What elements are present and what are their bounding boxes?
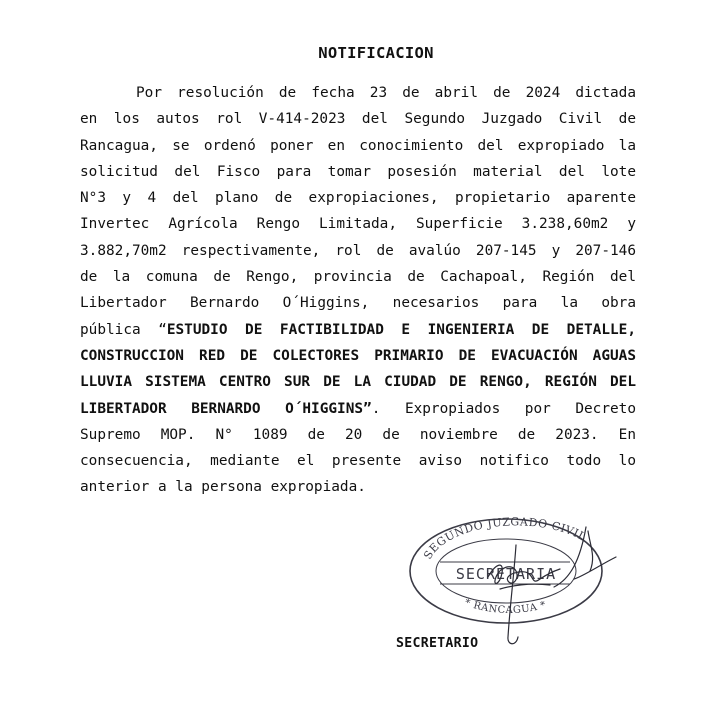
signature-scribble <box>488 527 616 644</box>
signer-title: SECRETARIO <box>396 636 479 651</box>
paragraph-line <box>80 264 636 290</box>
paragraph-line <box>80 422 636 448</box>
paragraph-line <box>80 133 636 159</box>
text-segment: Por resolución de fecha 23 de abril de 2024 dictada <box>136 85 636 101</box>
text-segment: consecuencia, mediante el presente aviso notifico todo lo <box>80 453 636 470</box>
text-segment: solicitud del Fisco para tomar posesión material del lote <box>80 163 636 180</box>
bold-text: CONSTRUCCION RED DE COLECTORES PRIMARIO DE EVACUACIÓN AGUAS <box>80 347 636 364</box>
paragraph-line <box>80 211 636 237</box>
text-segment: Supremo MOP. N° 1089 de 20 de noviembre de 2023. En <box>80 426 636 443</box>
paragraph-line <box>80 238 636 264</box>
paragraph-line <box>80 80 636 106</box>
stamp-center-text: SECRETARIA <box>455 565 557 583</box>
stamp-bottom-text: * RANCAGUA * <box>463 597 548 617</box>
paragraph-line <box>80 369 636 395</box>
paragraph-line <box>80 106 636 132</box>
bold-text: LIBERTADOR BERNARDO O´HIGGINS” <box>80 400 372 417</box>
paragraph-line <box>80 448 636 474</box>
text-segment: pública “ <box>80 321 167 338</box>
text-segment: en los autos rol V-414-2023 del Segundo Juzgado Civil de <box>80 111 636 128</box>
bold-text: ESTUDIO DE FACTIBILIDAD E INGENIERIA DE DETALLE, <box>166 321 636 338</box>
court-stamp <box>404 505 634 655</box>
text-segment: Invertec Agrícola Rengo Limitada, Superficie 3.238,60m2 y <box>80 216 636 233</box>
text-segment: anterior a la persona expropiada. <box>80 479 366 496</box>
text-segment: 3.882,70m2 respectivamente, rol de avalúo 207-145 y 207-146 <box>80 242 636 259</box>
paragraph-line <box>80 290 636 316</box>
text-segment: de la comuna de Rengo, provincia de Cachapoal, Región del <box>80 269 636 286</box>
notification-paragraph <box>80 80 636 501</box>
stamp-top-text: SEGUNDO JUZGADO CIVIL <box>421 515 589 562</box>
text-segment: Rancagua, se ordenó poner en conocimiento del expropiado la <box>80 137 636 154</box>
document-title: NOTIFICACION <box>318 44 434 62</box>
text-segment: . Expropiados por Decreto <box>371 400 636 417</box>
text-segment: Libertador Bernardo O´Higgins, necesarios para la obra <box>80 295 636 312</box>
bold-text: LLUVIA SISTEMA CENTRO SUR DE LA CIUDAD DE RENGO, REGIÓN DEL <box>80 374 636 391</box>
paragraph-line <box>80 396 636 422</box>
paragraph-line <box>80 343 636 369</box>
paragraph-line <box>80 185 636 211</box>
paragraph-line <box>80 159 636 185</box>
paragraph-line <box>80 317 636 343</box>
paragraph-line <box>80 474 636 500</box>
text-segment: N°3 y 4 del plano de expropiaciones, propietario aparente <box>80 190 636 207</box>
